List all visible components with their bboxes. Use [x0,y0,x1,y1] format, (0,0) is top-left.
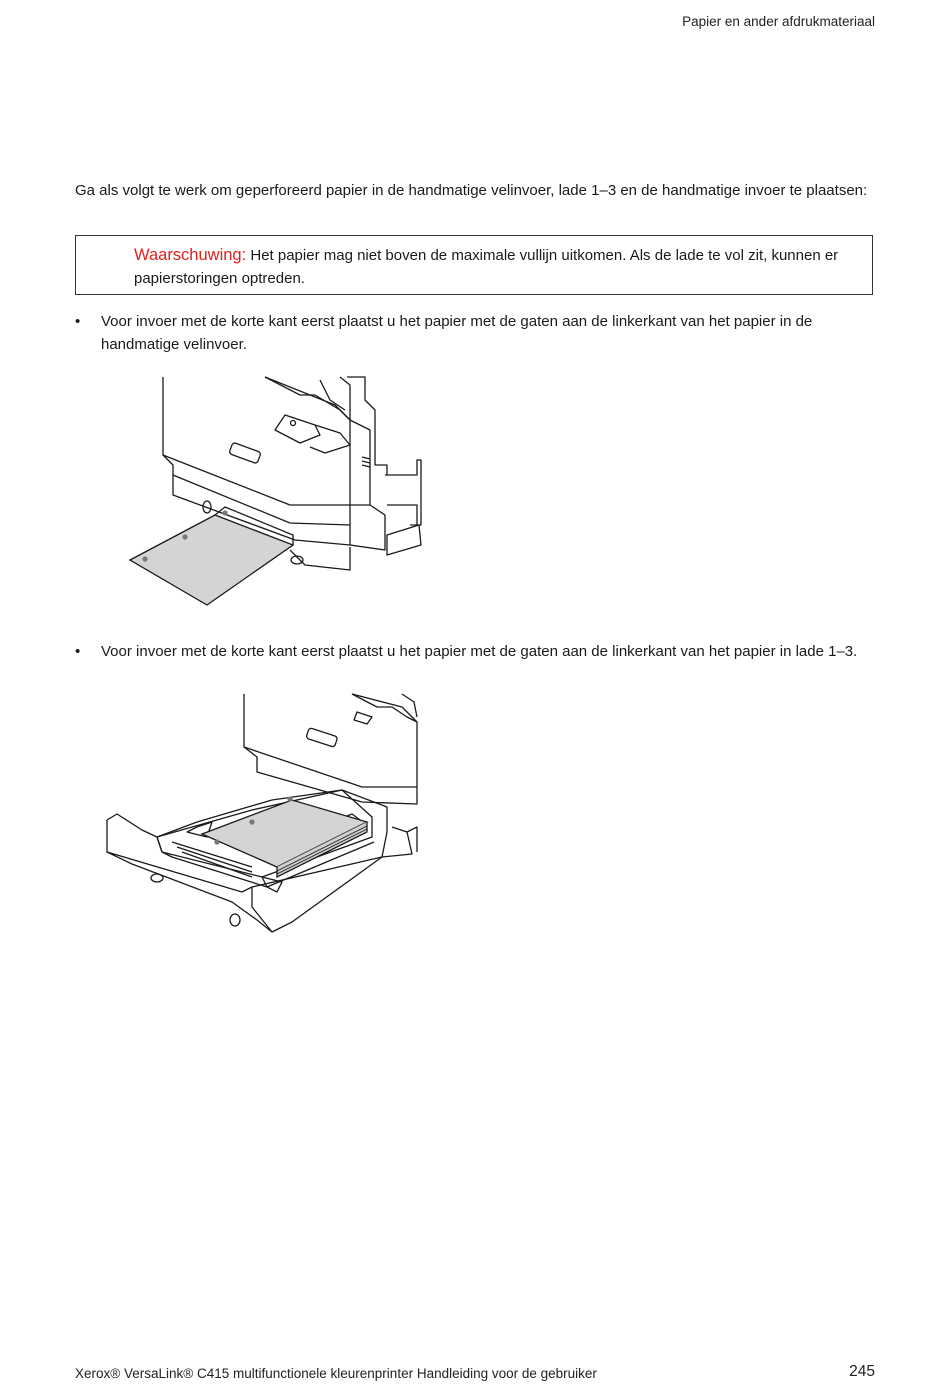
bullet-text: Voor invoer met de korte kant eerst plaatst u het papier met de gaten aan de linkerkant van het papier in de handmatige velinvoer. [101,313,813,353]
warning-body: Het papier mag niet boven de maximale vullijn uitkomen. Als de lade te vol zit, kunnen er papierstoringen optreden. [134,247,839,287]
bullet-text: Voor invoer met de korte kant eerst plaatst u het papier met de gaten aan de linkerkant van het papier in lade 1–3. [101,643,858,660]
warning-text [134,244,854,290]
running-header: Papier en ander afdrukmateriaal [682,14,875,29]
tray-illustration [102,692,422,942]
bullet-marker: • [75,643,81,660]
warning-box [75,235,873,295]
punch-hole [142,556,147,561]
page-number: 245 [849,1363,875,1380]
warning-label: Waarschuwing: [134,246,247,264]
footer-document-title: Xerox® VersaLink® C415 multifunctionele kleurenprinter Handleiding voor de gebruiker [75,1366,597,1381]
bullet-marker: • [75,313,81,330]
punch-hole [214,839,219,844]
punch-hole [182,534,187,539]
punch-hole [249,819,254,824]
punch-hole [222,510,227,515]
paper-sheet [130,515,293,605]
intro-paragraph: Ga als volgt te werk om geperforeerd papier in de handmatige velinvoer, lade 1–3 en de handmatige invoer te plaatsen: [75,182,868,199]
manual-feed-illustration [125,375,425,610]
punch-hole [287,796,292,801]
paper-stack [202,800,367,867]
